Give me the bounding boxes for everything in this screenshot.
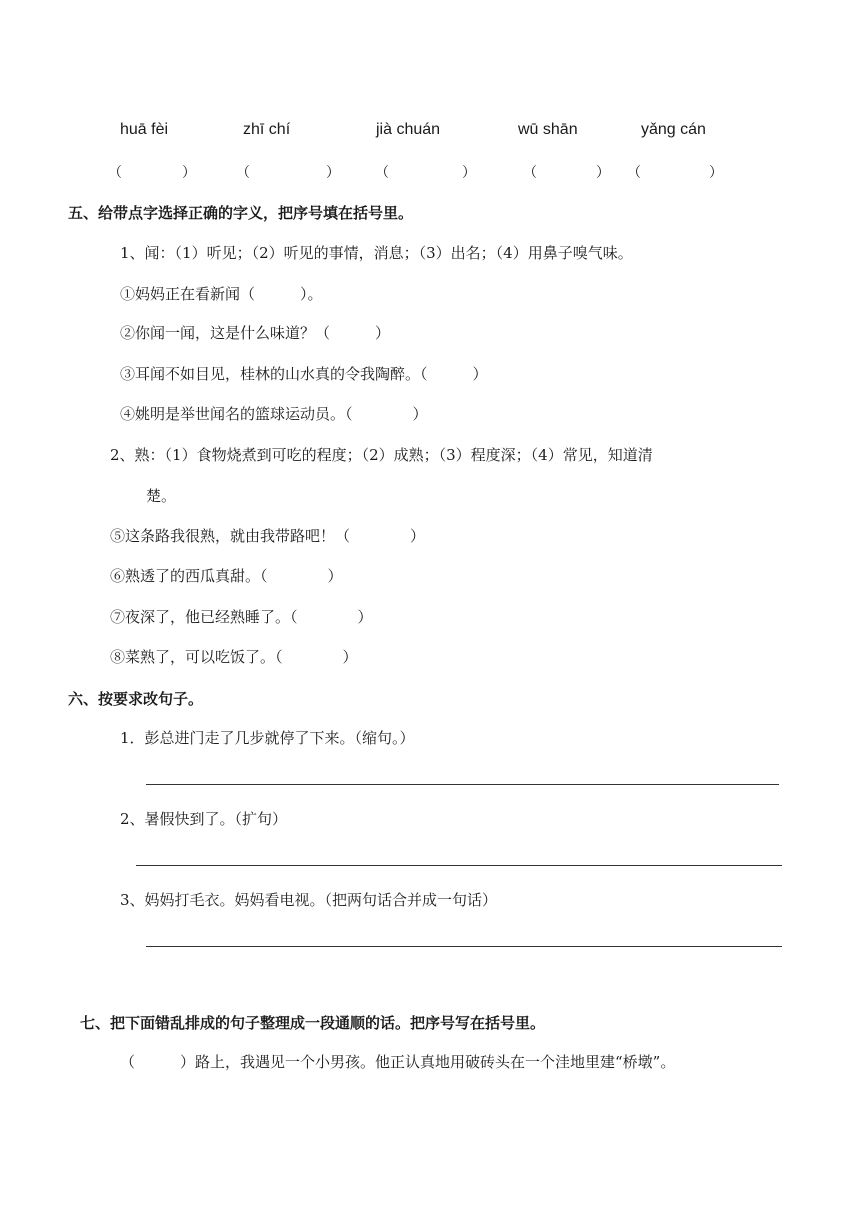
answer-paren-open-1: （ [108,165,122,181]
answer-line-3 [146,946,782,947]
pinyin-5: yǎng cán [641,121,706,138]
q2-item-8: ⑧菜熟了，可以吃饭了。（ ） [110,648,358,666]
pinyin-3: jià chuán [376,121,441,138]
pinyin-2: zhī chí [243,121,291,138]
rewrite-item-2: 2、暑假快到了。（扩句） [120,810,288,828]
ordering-item-1: （ ）路上，我遇见一个小男孩。他正认真地用破砖头在一个洼地里建“桥墩”。 [120,1053,676,1071]
rewrite-item-3: 3、妈妈打毛衣。妈妈看电视。（把两句话合并成一句话） [120,891,498,909]
section6-title: 六、按要求改句子。 [68,690,204,708]
rewrite-item-1: 1．彭总进门走了几步就停了下来。（缩句。） [120,729,415,747]
pinyin-1: huā fèi [120,121,169,138]
section5-title: 五、给带点字选择正确的字义，把序号填在括号里。 [68,204,414,222]
section7-title: 七、把下面错乱排成的句子整理成一段通顺的话。把序号写在括号里。 [80,1014,546,1032]
answer-line-2 [136,865,782,866]
q1-item-3: ③耳闻不如目见，桂林的山水真的令我陶醉。（ ） [120,365,488,383]
q1-item-1: ①妈妈正在看新闻（ ）。 [120,285,323,303]
answer-paren-close-1: ） [182,165,196,181]
answer-paren-open-4: （ [523,165,537,181]
q2-definition-line1: 2、熟：（1）食物烧煮到可吃的程度；（2）成熟；（3）程度深；（4）常见，知道清 [110,446,653,464]
answer-paren-close-5: ） [709,165,723,181]
answer-paren-close-4: ） [596,165,610,181]
answer-paren-open-3: （ [375,165,389,181]
q2-item-6: ⑥熟透了的西瓜真甜。（ ） [110,567,343,585]
q1-item-4: ④姚明是举世闻名的篮球运动员。（ ） [120,405,428,423]
answer-paren-close-3: ） [462,165,476,181]
answer-line-1 [146,784,779,785]
q2-item-5: ⑤这条路我很熟，就由我带路吧！（ ） [110,527,426,545]
q2-definition-line2: 楚。 [146,487,177,505]
pinyin-4: wū shān [518,121,578,138]
q1-definition: 1、闻：（1）听见；（2）听见的事情，消息；（3）出名；（4）用鼻子嗅气味。 [120,244,633,262]
answer-paren-open-5: （ [627,165,641,181]
q2-item-7: ⑦夜深了，他已经熟睡了。（ ） [110,608,373,626]
answer-paren-close-2: ） [326,165,340,181]
answer-paren-open-2: （ [236,165,250,181]
q1-item-2: ②你闻一闻，这是什么味道？（ ） [120,324,391,342]
